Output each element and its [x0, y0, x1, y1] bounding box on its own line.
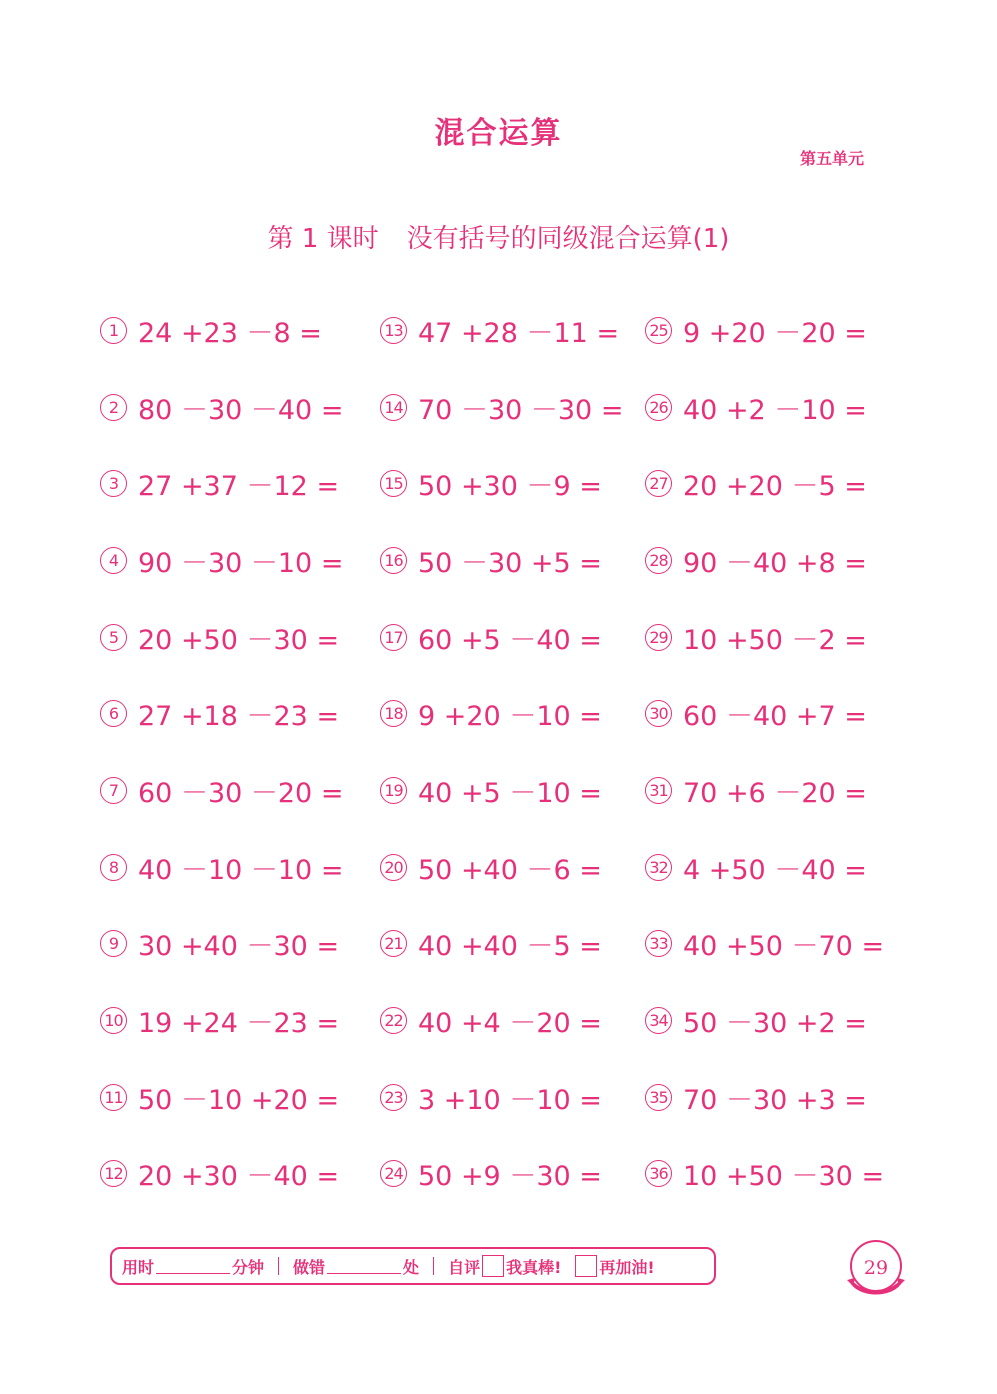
problem-item — [645, 829, 884, 906]
errors-label: 做错 — [293, 1257, 326, 1277]
problem-expression: 4 +50 －40 = — [683, 854, 867, 886]
try-more-label: 再加油! — [599, 1257, 655, 1277]
problem-expression: 50 +9 －30 = — [418, 1161, 602, 1193]
problem-expression: 60 －30 －20 = — [138, 777, 344, 809]
problem-item — [380, 1136, 623, 1213]
problem-number: 17 — [380, 624, 407, 651]
problem-expression: 90 －30 －10 = — [138, 547, 344, 579]
problem-number: 22 — [380, 1007, 407, 1034]
great-label: 我真棒! — [506, 1257, 562, 1277]
problem-expression: 9 +20 －10 = — [418, 701, 602, 733]
problem-item — [100, 1059, 343, 1136]
problem-number: 32 — [645, 854, 672, 881]
problem-item — [100, 522, 343, 599]
page-number: 29 — [863, 1257, 889, 1279]
problem-expression: 3 +10 －10 = — [418, 1084, 602, 1116]
problem-expression: 10 +50 －2 = — [683, 624, 867, 656]
problem-item — [100, 982, 343, 1059]
problem-number: 4 — [100, 547, 127, 574]
problem-expression: 50 －30 +2 = — [683, 1008, 867, 1040]
problem-expression: 19 +24 －23 = — [138, 1008, 340, 1040]
problem-column-1 — [100, 292, 343, 1212]
problem-number: 2 — [100, 394, 127, 421]
self-eval-label: 自评 — [448, 1257, 481, 1277]
problem-number: 31 — [645, 777, 672, 804]
time-label: 用时 — [122, 1257, 155, 1277]
problem-number: 9 — [100, 930, 127, 957]
problem-expression: 40 +5 －10 = — [418, 777, 602, 809]
page-title: 混合运算 — [434, 116, 563, 151]
time-blank[interactable] — [156, 1259, 230, 1274]
divider — [433, 1257, 434, 1275]
minutes-label: 分钟 — [232, 1257, 265, 1277]
problem-number: 7 — [100, 777, 127, 804]
problem-number: 3 — [100, 470, 127, 497]
problem-item — [100, 829, 343, 906]
problem-number: 25 — [645, 317, 672, 344]
problem-item — [100, 369, 343, 446]
problem-number: 6 — [100, 700, 127, 727]
evaluation-bar — [110, 1247, 716, 1285]
problem-expression: 20 +30 －40 = — [138, 1161, 340, 1193]
problem-expression: 70 －30 +3 = — [683, 1084, 867, 1116]
problem-expression: 20 +20 －5 = — [683, 471, 867, 503]
problem-number: 13 — [380, 317, 407, 344]
lesson-number: 第 1 课时 — [267, 224, 379, 254]
problem-item — [645, 599, 884, 676]
problem-item — [380, 369, 623, 446]
problem-expression: 60 －40 +7 = — [683, 701, 867, 733]
problem-item — [380, 675, 623, 752]
problem-expression: 50 －10 +20 = — [138, 1084, 340, 1116]
problem-number: 14 — [380, 394, 407, 421]
problem-number: 5 — [100, 624, 127, 651]
problem-item — [645, 522, 884, 599]
problem-item — [645, 1136, 884, 1213]
problem-item — [380, 292, 623, 369]
problem-number: 23 — [380, 1084, 407, 1111]
problem-number: 8 — [100, 854, 127, 881]
problem-item — [380, 599, 623, 676]
problem-expression: 60 +5 －40 = — [418, 624, 602, 656]
problem-item — [645, 752, 884, 829]
problem-expression: 27 +18 －23 = — [138, 701, 340, 733]
problem-item — [380, 829, 623, 906]
problem-expression: 40 +4 －20 = — [418, 1008, 602, 1040]
problem-item — [645, 1059, 884, 1136]
problem-item — [100, 752, 343, 829]
problem-number: 1 — [100, 317, 127, 344]
problem-number: 21 — [380, 930, 407, 957]
problem-number: 20 — [380, 854, 407, 881]
problem-column-3 — [645, 292, 884, 1212]
problem-expression: 30 +40 －30 = — [138, 931, 340, 963]
problem-expression: 40 －10 －10 = — [138, 854, 344, 886]
problem-expression: 20 +50 －30 = — [138, 624, 340, 656]
problem-expression: 90 －40 +8 = — [683, 547, 867, 579]
problem-number: 28 — [645, 547, 672, 574]
problem-item — [645, 675, 884, 752]
problem-expression: 10 +50 －30 = — [683, 1161, 885, 1193]
problem-item — [645, 445, 884, 522]
problem-item — [100, 599, 343, 676]
problem-item — [645, 906, 884, 983]
problem-number: 35 — [645, 1084, 672, 1111]
problem-expression: 27 +37 －12 = — [138, 471, 340, 503]
problem-expression: 70 +6 －20 = — [683, 777, 867, 809]
unit-label: 第五单元 — [800, 149, 865, 168]
problem-expression: 80 －30 －40 = — [138, 394, 344, 426]
problem-column-2 — [380, 292, 623, 1212]
problem-item — [380, 982, 623, 1059]
problem-item — [100, 445, 343, 522]
problem-number: 30 — [645, 700, 672, 727]
problem-item — [100, 292, 343, 369]
problem-expression: 47 +28 －11 = — [418, 317, 620, 349]
problem-expression: 24 +23 －8 = — [138, 317, 322, 349]
problem-item — [645, 369, 884, 446]
problem-number: 12 — [100, 1160, 127, 1187]
lesson-heading — [0, 218, 997, 255]
problem-item — [100, 675, 343, 752]
problem-number: 15 — [380, 470, 407, 497]
errors-unit: 处 — [403, 1257, 420, 1277]
divider — [278, 1257, 279, 1275]
problem-item — [380, 752, 623, 829]
problem-expression: 50 －30 +5 = — [418, 547, 602, 579]
problem-item — [645, 292, 884, 369]
problem-item — [100, 906, 343, 983]
problem-expression: 50 +30 －9 = — [418, 471, 602, 503]
problem-number: 19 — [380, 777, 407, 804]
problem-item — [380, 906, 623, 983]
errors-blank[interactable] — [327, 1259, 401, 1274]
problem-item — [100, 1136, 343, 1213]
problem-number: 34 — [645, 1007, 672, 1034]
problem-expression: 50 +40 －6 = — [418, 854, 602, 886]
problem-number: 24 — [380, 1160, 407, 1187]
problem-number: 11 — [100, 1084, 127, 1111]
problem-number: 18 — [380, 700, 407, 727]
problem-number: 16 — [380, 547, 407, 574]
problem-number: 26 — [645, 394, 672, 421]
problem-item — [380, 1059, 623, 1136]
problem-expression: 40 +50 －70 = — [683, 931, 885, 963]
problem-number: 36 — [645, 1160, 672, 1187]
problem-expression: 9 +20 －20 = — [683, 317, 867, 349]
problem-expression: 70 －30 －30 = — [418, 394, 624, 426]
try-more-checkbox[interactable] — [575, 1255, 597, 1277]
problem-number: 10 — [100, 1007, 127, 1034]
great-checkbox[interactable] — [482, 1255, 504, 1277]
problem-number: 33 — [645, 930, 672, 957]
problem-item — [645, 982, 884, 1059]
problem-item — [380, 445, 623, 522]
problem-expression: 40 +40 －5 = — [418, 931, 602, 963]
problem-expression: 40 +2 －10 = — [683, 394, 867, 426]
lesson-topic: 没有括号的同级混合运算(1) — [406, 224, 730, 254]
problem-number: 27 — [645, 470, 672, 497]
problem-item — [380, 522, 623, 599]
problem-number: 29 — [645, 624, 672, 651]
